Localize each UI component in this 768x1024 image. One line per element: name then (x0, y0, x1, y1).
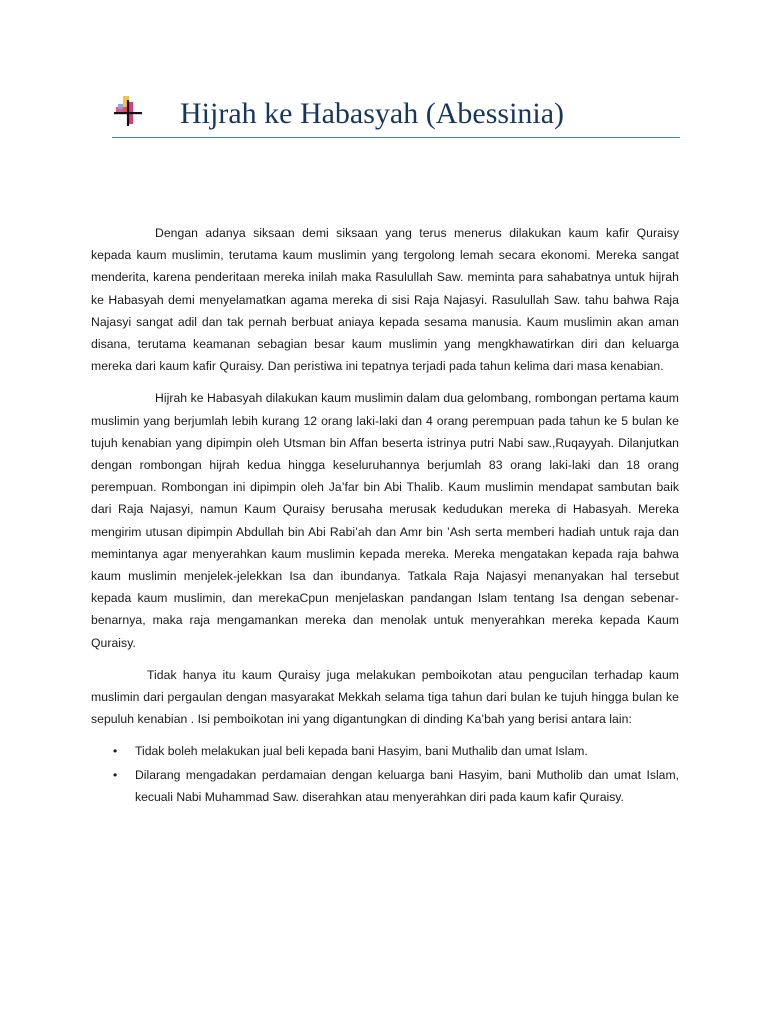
bullet-icon: • (113, 744, 118, 759)
document-body (91, 222, 679, 809)
paragraph: Dengan adanya siksaan demi siksaan yang terus menerus dilakukan kaum kafir Quraisy kepada kaum muslimin, terutama kaum muslimin yang tergolong lemah secara ekonomi. Mereka sangat menderita, karena penderitaan mereka inilah maka Rasulullah Saw. meminta para sahabatnya untuk hijrah ke Habasyah demi menyelamatkan agama mereka di sisi Raja Najasyi. Rasulullah Saw. tahu bahwa Raja Najasyi sangat adil dan tak pernah berbuat aniaya kepada sesama manusia. Kaum muslimin akan aman disana, terutama keamanan sebagian besar kaum muslimin yang mengkhawatirkan diri dan keluarga mereka dari kaum kafir Quraisy. Dan peristiwa ini tepatnya terjadi pada tahun kelima dari masa kenabian. (91, 226, 679, 374)
paragraph: Tidak hanya itu kaum Quraisy juga melakukan pemboikotan atau pengucilan terhadap kaum muslimin dari pergaulan dengan masyarakat Mekkah selama tiga tahun dari bulan ke tujuh hingga bulan ke sepuluh kenabian . Isi pemboikotan ini yang digantungkan di dinding Ka’bah yang berisi antara lain: (91, 667, 679, 727)
boycott-list (91, 740, 679, 808)
list-item-text: Dilarang mengadakan perdamaian dengan keluarga bani Hasyim, bani Mutholib dan umat Islam, kecuali Nabi Muhammad Saw. diserahkan atau menyerahkan diri pada kaum kafir Quraisy. (135, 767, 679, 804)
list-item (91, 740, 679, 762)
bullet-icon: • (113, 767, 118, 782)
paragraph: Hijrah ke Habasyah dilakukan kaum muslimin dalam dua gelombang, rombongan pertama kaum muslimin yang berjumlah lebih kurang 12 orang laki-laki dan 4 orang perempuan pada tahun ke 5 bulan ke tujuh kenabian yang dipimpin oleh Utsman bin Affan beserta istrinya putri Nabi saw.,Ruqayyah. Dilanjutkan dengan rombongan hijrah kedua hingga keseluruhannya berjumlah 83 orang laki-laki dan 18 orang perempuan. Rombongan ini dipimpin oleh Ja’far bin Abi Thalib. Kaum muslimin mendapat sambutan baik dari Raja Najasyi, namun Kaum Quraisy berusaha merusak kedudukan mereka di Habasyah. Mereka mengirim utusan dipimpin Abdullah bin Abi Rabi’ah dan Amr bin ’Ash serta memberi hadiah untuk raja dan memintanya agar menyerahkan kaum muslimin kepada mereka. Mereka mengatakan kepada raja bahwa kaum muslimin menjelek-jelekkan Isa dan ibundanya. Tatkala Raja Najasyi menanyakan hal tersebut kepada kaum muslimin, dan merekaCpun menjelaskan pandangan Islam tentang Isa dengan sebenar-benarnya, maka raja mengamankan mereka dan menolak untuk menyerahkan mereka kepada Kaum Quraisy. (91, 391, 679, 650)
list-item-text: Tidak boleh melakukan jual beli kepada bani Hasyim, bani Muthalib dan umat Islam. (135, 744, 588, 759)
title-divider (112, 137, 680, 138)
page-title: Hijrah ke Habasyah (Abessinia) (180, 97, 565, 130)
list-item (91, 764, 679, 808)
document-header (112, 88, 680, 140)
cross-plus-icon (112, 94, 144, 128)
